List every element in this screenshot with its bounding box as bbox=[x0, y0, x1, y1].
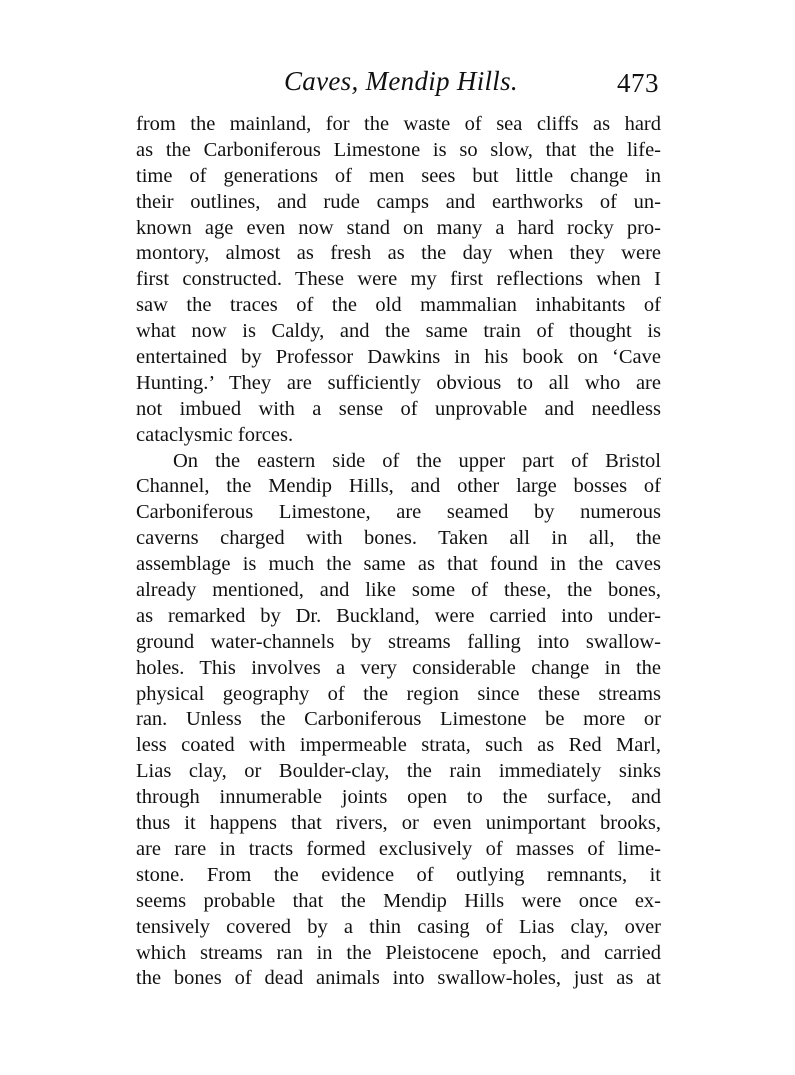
text-line: assemblage is much the same as that found in the caves bbox=[136, 553, 661, 576]
text-line: already mentioned, and like some of these, the bones, bbox=[136, 579, 661, 602]
text-line: caverns charged with bones. Taken all in all, the bbox=[136, 527, 661, 550]
text-line: as the Carboniferous Limestone is so slow, that the life- bbox=[136, 138, 661, 161]
text-line: Lias clay, or Boulder-clay, the rain immediately sinks bbox=[136, 760, 661, 783]
text-line: which streams ran in the Pleistocene epoch, and carried bbox=[136, 941, 661, 964]
text-line: the bones of dead animals into swallow-holes, just as at bbox=[136, 967, 661, 990]
text-line: stone. From the evidence of outlying remnants, it bbox=[136, 863, 661, 886]
text-line: On the eastern side of the upper part of Bristol bbox=[173, 449, 661, 472]
text-line: from the mainland, for the waste of sea cliffs as hard bbox=[136, 113, 661, 135]
text-line: are rare in tracts formed exclusively of masses of lime- bbox=[136, 837, 661, 860]
paragraph bbox=[136, 112, 661, 449]
text-line: Carboniferous Limestone, are seamed by numerous bbox=[136, 501, 661, 524]
text-line: their outlines, and rude camps and earthworks of un- bbox=[136, 190, 661, 213]
text-line: ground water-channels by streams falling into swallow- bbox=[136, 630, 661, 653]
text-line: time of generations of men sees but little change in bbox=[136, 164, 661, 187]
paragraph bbox=[136, 449, 661, 993]
text-line: tensively covered by a thin casing of Lias clay, over bbox=[136, 915, 661, 938]
text-line: Hunting.’ They are sufficiently obvious to all who are bbox=[136, 371, 661, 394]
text-line: known age even now stand on many a hard rocky pro- bbox=[136, 216, 661, 239]
text-line: thus it happens that rivers, or even unimportant brooks, bbox=[136, 812, 661, 835]
text-line: holes. This involves a very considerable change in the bbox=[136, 656, 661, 679]
text-line: first constructed. These were my first reflections when I bbox=[136, 268, 661, 291]
text-line: physical geography of the region since these streams bbox=[136, 682, 661, 705]
body-text bbox=[136, 112, 661, 992]
text-line: what now is Caldy, and the same train of thought is bbox=[136, 320, 661, 343]
text-line: entertained by Professor Dawkins in his book on ‘Cave bbox=[136, 346, 661, 369]
text-line: not imbued with a sense of unprovable and needless bbox=[136, 397, 661, 420]
text-line: through innumerable joints open to the surface, and bbox=[136, 786, 661, 809]
text-line: less coated with impermeable strata, such as Red Marl, bbox=[136, 734, 661, 757]
running-head bbox=[136, 66, 661, 106]
text-line: saw the traces of the old mammalian inhabitants of bbox=[136, 294, 661, 317]
text-line: as remarked by Dr. Buckland, were carried into under- bbox=[136, 604, 661, 627]
running-title: Caves, Mendip Hills. bbox=[284, 66, 518, 96]
text-line: seems probable that the Mendip Hills were once ex- bbox=[136, 889, 661, 912]
text-line: montory, almost as fresh as the day when they were bbox=[136, 242, 661, 265]
text-line: ran. Unless the Carboniferous Limestone be more or bbox=[136, 708, 661, 731]
text-line: cataclysmic forces. bbox=[136, 423, 294, 446]
text-line: Channel, the Mendip Hills, and other large bosses of bbox=[136, 475, 661, 498]
page-number: 473 bbox=[617, 68, 659, 98]
